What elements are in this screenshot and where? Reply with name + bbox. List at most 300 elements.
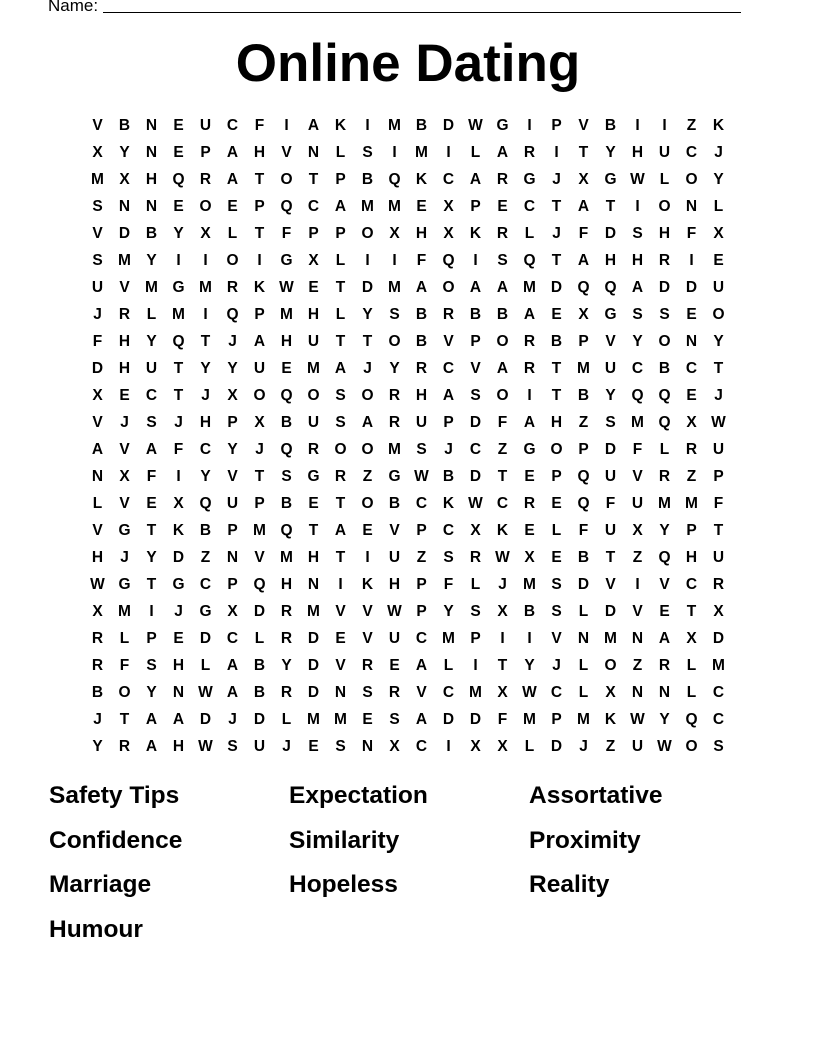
grid-letter: E [686, 306, 697, 323]
grid-letter: S [281, 468, 292, 485]
grid-letter: V [92, 225, 103, 242]
grid-letter: H [280, 576, 293, 593]
grid-letter: Q [280, 522, 293, 539]
grid-letter: M [631, 414, 644, 431]
grid-letter: I [392, 252, 397, 269]
grid-letter: X [497, 603, 508, 620]
grid-letter: Y [605, 387, 616, 404]
grid-letter: C [307, 198, 320, 215]
grid-letter: M [307, 603, 320, 620]
grid-letter: V [362, 630, 373, 647]
grid-letter: F [497, 711, 508, 728]
grid-letter: K [604, 711, 617, 728]
grid-letter: F [578, 225, 589, 242]
grid-letter: C [442, 171, 455, 188]
grid-row [84, 490, 732, 517]
grid-letter: T [578, 144, 589, 161]
grid-letter: D [604, 225, 617, 242]
grid-letter: S [470, 387, 481, 404]
grid-letter: A [523, 414, 536, 431]
grid-letter: N [172, 684, 185, 701]
word-list [49, 776, 769, 954]
grid-letter: J [552, 657, 561, 674]
grid-letter: J [201, 387, 210, 404]
grid-letter: O [361, 387, 374, 404]
grid-letter: V [92, 414, 103, 431]
grid-letter: E [659, 603, 670, 620]
grid-letter: F [92, 333, 103, 350]
grid-letter: C [145, 387, 158, 404]
grid-letter: C [685, 144, 698, 161]
grid-letter: C [415, 495, 428, 512]
grid-letter: N [226, 549, 239, 566]
grid-letter: D [604, 441, 617, 458]
grid-letter: A [496, 279, 509, 296]
grid-letter: E [551, 549, 562, 566]
grid-letter: I [473, 252, 478, 269]
grid-letter: Q [253, 576, 266, 593]
grid-letter: Z [632, 549, 643, 566]
grid-letter: L [551, 522, 562, 539]
grid-letter: Y [200, 360, 211, 377]
grid-letter: T [497, 468, 508, 485]
grid-letter: U [712, 549, 725, 566]
grid-letter: Z [362, 468, 373, 485]
grid-letter: N [685, 333, 698, 350]
grid-letter: P [335, 171, 346, 188]
grid-letter: D [253, 603, 266, 620]
grid-letter: V [416, 684, 427, 701]
grid-letter: G [523, 171, 536, 188]
grid-letter: B [415, 117, 428, 134]
grid-letter: D [307, 657, 320, 674]
grid-letter: E [524, 522, 535, 539]
grid-letter: Z [686, 117, 697, 134]
grid-letter: S [389, 711, 400, 728]
grid-letter: A [361, 414, 374, 431]
grid-letter: T [605, 198, 616, 215]
grid-letter: I [176, 252, 181, 269]
grid-letter: S [146, 414, 157, 431]
grid-letter: X [686, 630, 697, 647]
grid-letter: D [712, 630, 725, 647]
grid-letter: A [334, 198, 347, 215]
grid-letter: G [388, 468, 401, 485]
grid-letter: E [362, 522, 373, 539]
grid-letter: U [91, 279, 104, 296]
grid-letter: C [199, 576, 212, 593]
grid-letter: X [119, 171, 130, 188]
grid-letter: E [551, 306, 562, 323]
grid-letter: P [470, 333, 481, 350]
grid-letter: A [226, 684, 239, 701]
word-list-item: Assortative [529, 782, 663, 809]
grid-letter: S [92, 198, 103, 215]
grid-letter: J [714, 144, 723, 161]
grid-letter: R [307, 441, 320, 458]
grid-letter: F [605, 495, 616, 512]
grid-letter: I [527, 117, 532, 134]
grid-letter: K [172, 522, 185, 539]
grid-letter: O [226, 252, 239, 269]
grid-letter: H [415, 225, 428, 242]
grid-letter: E [173, 198, 184, 215]
grid-letter: P [551, 117, 562, 134]
grid-letter: T [551, 252, 562, 269]
word-list-item: Proximity [529, 826, 641, 854]
grid-letter: M [712, 657, 725, 674]
grid-letter: W [414, 468, 429, 485]
grid-letter: P [551, 711, 562, 728]
grid-letter: R [334, 468, 347, 485]
grid-letter: X [470, 522, 481, 539]
grid-letter: R [118, 738, 131, 755]
grid-letter: L [578, 603, 589, 620]
grid-letter: P [200, 144, 211, 161]
grid-letter: G [118, 522, 131, 539]
grid-letter: N [631, 630, 644, 647]
grid-letter: T [119, 711, 130, 728]
grid-letter: U [604, 468, 617, 485]
grid-letter: S [335, 414, 346, 431]
grid-letter: B [253, 684, 266, 701]
grid-letter: T [173, 360, 184, 377]
grid-letter: U [415, 414, 428, 431]
grid-letter: J [714, 387, 723, 404]
grid-letter: O [361, 495, 374, 512]
grid-letter: B [388, 495, 401, 512]
grid-letter: Q [172, 171, 185, 188]
grid-letter: A [523, 306, 536, 323]
grid-letter: G [199, 603, 212, 620]
grid-row [84, 166, 732, 193]
grid-letter: Y [713, 333, 724, 350]
grid-letter: O [658, 198, 671, 215]
grid-letter: V [605, 576, 616, 593]
grid-letter: P [551, 468, 562, 485]
grid-letter: T [173, 387, 184, 404]
name-blank-line [103, 0, 741, 13]
grid-row [84, 652, 732, 679]
grid-letter: B [550, 333, 563, 350]
page-title: Online Dating [235, 34, 581, 93]
grid-letter: W [522, 684, 537, 701]
name-label: Name: [48, 0, 99, 15]
grid-letter: V [119, 495, 130, 512]
grid-row [84, 436, 732, 463]
grid-letter: X [578, 171, 589, 188]
grid-letter: Q [442, 252, 455, 269]
grid-letter: G [172, 576, 185, 593]
grid-letter: J [174, 603, 183, 620]
grid-letter: Q [577, 279, 590, 296]
grid-letter: D [550, 279, 563, 296]
grid-letter: I [338, 576, 343, 593]
grid-letter: L [470, 144, 481, 161]
grid-letter: N [361, 738, 374, 755]
grid-letter: J [93, 306, 102, 323]
grid-letter: L [659, 171, 670, 188]
grid-letter: O [442, 279, 455, 296]
grid-letter: T [335, 495, 346, 512]
grid-letter: C [712, 684, 725, 701]
grid-letter: K [442, 495, 455, 512]
grid-letter: X [200, 225, 211, 242]
grid-letter: F [173, 441, 184, 458]
grid-letter: U [253, 738, 266, 755]
grid-letter: P [686, 522, 697, 539]
grid-letter: V [362, 603, 373, 620]
grid-letter: P [308, 225, 319, 242]
grid-letter: P [470, 198, 481, 215]
grid-letter: B [280, 495, 293, 512]
grid-letter: J [498, 576, 507, 593]
grid-letter: Q [280, 198, 293, 215]
grid-letter: R [523, 360, 536, 377]
grid-letter: R [658, 657, 671, 674]
grid-letter: I [176, 468, 181, 485]
grid-letter: A [631, 279, 644, 296]
grid-letter: I [635, 576, 640, 593]
grid-letter: M [577, 360, 590, 377]
grid-letter: Y [92, 738, 103, 755]
grid-letter: A [226, 171, 239, 188]
grid-letter: T [146, 576, 157, 593]
grid-letter: I [635, 117, 640, 134]
grid-letter: X [308, 252, 319, 269]
grid-letter: P [416, 522, 427, 539]
grid-letter: X [173, 495, 184, 512]
grid-letter: T [335, 549, 346, 566]
grid-letter: E [524, 468, 535, 485]
grid-letter: E [308, 279, 319, 296]
grid-letter: S [443, 549, 454, 566]
grid-letter: W [279, 279, 294, 296]
grid-letter: D [658, 279, 671, 296]
grid-row [84, 355, 732, 382]
grid-letter: I [527, 387, 532, 404]
grid-letter: H [631, 144, 644, 161]
grid-letter: E [686, 387, 697, 404]
grid-letter: E [713, 252, 724, 269]
grid-letter: W [387, 603, 402, 620]
grid-letter: M [307, 360, 320, 377]
grid-letter: B [415, 333, 428, 350]
word-list-item: Hopeless [289, 871, 398, 898]
grid-letter: L [524, 225, 535, 242]
grid-letter: E [281, 360, 292, 377]
grid-letter: A [334, 522, 347, 539]
grid-letter: H [253, 144, 266, 161]
grid-letter: E [173, 630, 184, 647]
grid-letter: Y [443, 603, 454, 620]
grid-letter: X [524, 549, 535, 566]
grid-letter: P [713, 468, 724, 485]
grid-letter: Q [631, 387, 644, 404]
grid-letter: N [145, 198, 158, 215]
grid-letter: V [92, 522, 103, 539]
grid-letter: C [226, 117, 239, 134]
grid-letter: R [280, 630, 293, 647]
grid-letter: S [497, 252, 508, 269]
grid-letter: R [658, 468, 671, 485]
grid-letter: I [365, 117, 370, 134]
grid-letter: T [605, 549, 616, 566]
grid-letter: X [497, 684, 508, 701]
grid-letter: S [713, 738, 724, 755]
grid-letter: R [388, 387, 401, 404]
grid-letter: T [686, 603, 697, 620]
grid-letter: M [118, 252, 131, 269]
grid-letter: S [551, 603, 562, 620]
grid-letter: U [658, 144, 671, 161]
grid-row [84, 679, 732, 706]
grid-letter: D [199, 630, 212, 647]
grid-letter: P [470, 630, 481, 647]
grid-letter: E [146, 495, 157, 512]
grid-letter: Q [577, 495, 590, 512]
grid-letter: O [496, 333, 509, 350]
grid-letter: B [253, 657, 266, 674]
grid-letter: P [254, 198, 265, 215]
grid-letter: O [280, 171, 293, 188]
grid-letter: Y [227, 360, 238, 377]
grid-letter: D [469, 711, 482, 728]
grid-letter: A [91, 441, 104, 458]
grid-row [84, 220, 732, 247]
grid-letter: K [415, 171, 428, 188]
grid-letter: V [254, 549, 265, 566]
grid-letter: V [551, 630, 562, 647]
grid-letter: R [361, 657, 374, 674]
grid-letter: B [523, 603, 536, 620]
grid-letter: E [227, 198, 238, 215]
grid-letter: T [200, 333, 211, 350]
grid-letter: G [118, 576, 131, 593]
grid-letter: M [415, 144, 428, 161]
grid-letter: H [307, 549, 320, 566]
grid-letter: M [658, 495, 671, 512]
grid-letter: L [92, 495, 103, 512]
grid-letter: V [92, 117, 103, 134]
grid-letter: H [199, 414, 212, 431]
word-list-item: Confidence [49, 826, 183, 854]
grid-letter: X [605, 684, 616, 701]
grid-letter: M [604, 630, 617, 647]
grid-letter: Q [280, 441, 293, 458]
grid-letter: D [685, 279, 698, 296]
grid-letter: X [227, 387, 238, 404]
grid-letter: F [416, 252, 427, 269]
grid-letter: Z [686, 468, 697, 485]
grid-letter: N [91, 468, 104, 485]
grid-letter: C [469, 441, 482, 458]
grid-letter: N [307, 144, 320, 161]
grid-letter: K [712, 117, 725, 134]
grid-letter: C [523, 198, 536, 215]
grid-letter: A [334, 360, 347, 377]
grid-letter: J [282, 738, 291, 755]
grid-letter: E [173, 144, 184, 161]
grid-letter: O [361, 225, 374, 242]
grid-letter: S [470, 603, 481, 620]
grid-letter: R [658, 252, 671, 269]
grid-letter: Q [658, 549, 671, 566]
grid-letter: R [415, 360, 428, 377]
grid-letter: A [577, 198, 590, 215]
grid-letter: Y [200, 468, 211, 485]
grid-letter: F [632, 441, 643, 458]
grid-letter: N [334, 684, 347, 701]
grid-letter: F [713, 495, 724, 512]
grid-letter: M [91, 171, 104, 188]
grid-letter: I [473, 657, 478, 674]
grid-letter: I [635, 198, 640, 215]
grid-letter: V [578, 117, 589, 134]
grid-letter: O [685, 171, 698, 188]
grid-letter: Q [523, 252, 536, 269]
grid-letter: R [523, 495, 536, 512]
grid-letter: S [632, 225, 643, 242]
grid-letter: V [335, 603, 346, 620]
grid-letter: I [365, 549, 370, 566]
grid-letter: W [198, 684, 213, 701]
grid-row [84, 112, 732, 139]
grid-letter: M [388, 117, 401, 134]
grid-letter: J [363, 360, 372, 377]
grid-letter: X [686, 414, 697, 431]
grid-letter: F [686, 225, 697, 242]
grid-letter: Z [416, 549, 427, 566]
grid-letter: A [658, 630, 671, 647]
grid-letter: Q [658, 414, 671, 431]
grid-letter: R [685, 441, 698, 458]
name-field [48, 0, 741, 16]
grid-letter: N [307, 576, 320, 593]
grid-letter: Y [362, 306, 373, 323]
grid-letter: U [226, 495, 239, 512]
grid-letter: G [496, 117, 509, 134]
grid-letter: I [554, 144, 559, 161]
grid-letter: A [172, 711, 185, 728]
grid-letter: U [604, 360, 617, 377]
grid-row [84, 733, 732, 760]
grid-letter: D [307, 630, 320, 647]
grid-letter: L [335, 306, 346, 323]
grid-letter: G [523, 441, 536, 458]
grid-letter: X [92, 387, 103, 404]
grid-letter: P [146, 630, 157, 647]
grid-letter: H [631, 252, 644, 269]
grid-letter: J [174, 414, 183, 431]
grid-letter: W [198, 738, 213, 755]
grid-letter: S [227, 738, 238, 755]
grid-letter: T [551, 387, 562, 404]
grid-letter: V [119, 441, 130, 458]
grid-letter: Y [659, 522, 670, 539]
grid-letter: X [119, 468, 130, 485]
grid-letter: D [604, 603, 617, 620]
grid-letter: T [551, 198, 562, 215]
grid-letter: U [145, 360, 158, 377]
grid-row [84, 409, 732, 436]
grid-letter: C [415, 630, 428, 647]
grid-letter: O [658, 333, 671, 350]
grid-letter: M [361, 198, 374, 215]
grid-letter: A [469, 171, 482, 188]
grid-letter: V [119, 279, 130, 296]
grid-letter: I [689, 252, 694, 269]
